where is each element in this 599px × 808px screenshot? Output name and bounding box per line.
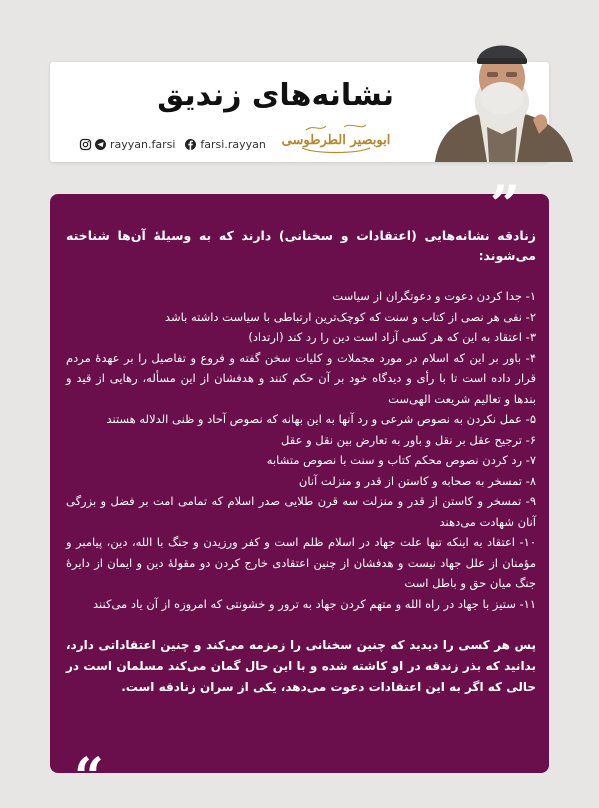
facebook-icon[interactable]	[185, 139, 196, 150]
article-body	[66, 226, 536, 698]
list-item: ۷- رد کردن نصوص محکم کتاب و سنت با نصوص متشابه	[266, 453, 536, 467]
list-item: ۹- تمسخر و کاستن از قدر و منزلت سه قرن طلایی صدر اسلام که تمامی امت بر فضل و بزرگی آنان شهادت می‌دهند	[66, 494, 536, 529]
speaker-portrait	[427, 22, 577, 162]
svg-text:ابوبصیر الطرطوسی: ابوبصیر الطرطوسی	[281, 133, 391, 148]
list-item: ۴- باور بر این که اسلام در مورد مجملات و کلیات سخن گفته و فروع و تفاصیل را بر عهدهٔ مردم قرار داده است تا با رأی و دیدگاه خود بر آن حکم کنند و هدفشان از این مسأله، رهایی از قید و بندها و تعالیم شریعت الهی‌ست	[66, 350, 536, 406]
conclusion-text: پس هر کسی را دیدید که چنین سخنانی را زمزمه می‌کند و چنین اعتقاداتی دارد، بدانید که بذر زندقه در او کاشته شده و با این حال گمان می‌کند مسلمان است در حالی که اگر به این اعتقادات دعوت می‌دهد، یکی از سران زنادقه است.	[66, 638, 536, 694]
list-item: ۸- تمسخر به صحابه و کاستن از قدر و منزلت آنان	[298, 473, 536, 488]
list-item: ۵- عمل نکردن به نصوص شرعی و رد آنها به این بهانه که نصوص آحاد و ظنی الدلاله هستند	[106, 412, 536, 426]
social-handles	[80, 137, 266, 151]
list-item: ۱۰- اعتقاد به اینکه تنها علت جهاد در اسلام ظلم است و کفر ورزیدن و جنگ با الله، دین، پیامبر و مؤمنان از علل جهاد نیست و هدفشان از چنین اعتقادی خارج کردن دو مقولهٔ دین و ایمان از دایرهٔ جنگ میان حق و باطل است	[66, 535, 536, 590]
intro-text: زنادقه نشانه‌هایی (اعتقادات و سخنانی) دارند که به وسیلهٔ آن‌ها شناخته می‌شوند:	[66, 228, 536, 263]
list-item: ۱- جدا کردن دعوت و دعوتگران از سیاست	[332, 289, 536, 303]
closing-quote-icon: ”	[490, 175, 520, 236]
social-handle-2[interactable]: farsi.rayyan	[200, 137, 266, 151]
author-signature	[281, 118, 391, 156]
list-item: ۳- اعتقاد به این که هر کسی آزاد است دین را رد کند (ارتداد)	[248, 330, 536, 344]
list-item: ۶- ترجیح عقل بر نقل و باور به تعارض بین نقل و عقل	[281, 432, 536, 447]
page-title: نشانه‌های زندیق	[157, 78, 394, 113]
list-item: ۲- نفی هر نصی از کتاب و سنت که کوچک‌ترین ارتباطی با سیاست داشته باشد	[164, 309, 536, 324]
instagram-icon[interactable]	[80, 139, 91, 150]
list-item: ۱۱- ستیز با جهاد در راه الله و متهم کردن جهاد به ترور و خشونتی که امروزه از آن یاد می‌کنند	[93, 596, 536, 611]
social-handle-1[interactable]: rayyan.farsi	[110, 137, 176, 151]
opening-quote-icon: “	[74, 747, 104, 808]
telegram-icon[interactable]	[95, 139, 106, 150]
